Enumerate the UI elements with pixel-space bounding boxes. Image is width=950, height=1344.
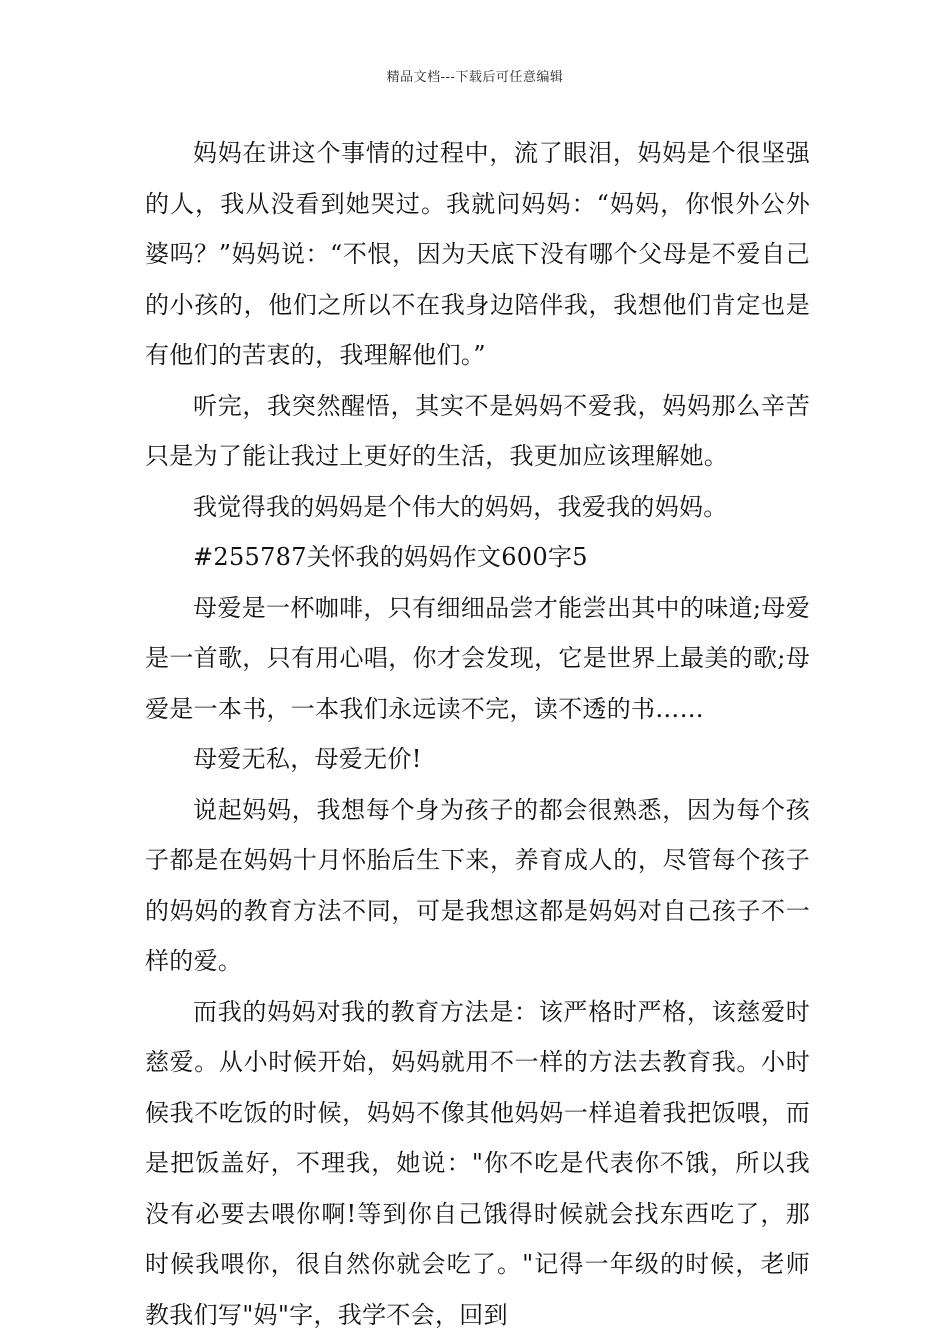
paragraph-6: 说起妈妈，我想每个身为孩子的都会很熟悉，因为每个孩子都是在妈妈十月怀胎后生下来，养育成人的，尽管每个孩子的妈妈的教育方法不同，可是我想这都是妈妈对自己孩子不一样的爱。 [145,795,810,975]
page-header: 精品文档---下载后可任意编辑 [386,70,564,85]
essay-title: #255787关怀我的妈妈作文600字5 [193,543,588,571]
paragraph-2: 听完，我突然醒悟，其实不是妈妈不爱我，妈妈那么辛苦只是为了能让我过上更好的生活，我更加应该理解她。 [145,391,810,470]
paragraph-1: 妈妈在讲这个事情的过程中，流了眼泪，妈妈是个很坚强的人，我从没看到她哭过。我就问妈妈：“妈妈，你恨外公外婆吗？”妈妈说：“不恨，因为天底下没有哪个父母是不爱自己的小孩的，他们之所以不在我身边陪伴我，我想他们肯定也是有他们的苦衷的，我理解他们。” [145,139,810,369]
paragraph-5: 母爱无私，母爱无价! [193,745,422,773]
paragraph-3: 我觉得我的妈妈是个伟大的妈妈，我爱我的妈妈。 [193,492,728,521]
paragraph-7: 而我的妈妈对我的教育方法是：该严格时严格，该慈爱时慈爱。从小时候开始，妈妈就用不一样的方法去教育我。小时候我不吃饭的时候，妈妈不像其他妈妈一样追着我把饭喂，而是把饭盖好，不理我，她说："你不吃是代表你不饿，所以我没有必要去喂你啊!等到你自己饿得时候就会找东西吃了，那时候我喂你，很自然你就会吃了。"记得一年级的时候，老师教我们写"妈"字，我学不会，回到 [145,997,810,1329]
document-body [145,128,810,1340]
paragraph-4: 母爱是一杯咖啡，只有细细品尝才能尝出其中的味道;母爱是一首歌，只有用心唱，你才会发现，它是世界上最美的歌;母爱是一本书，一本我们永远读不完，读不透的书…… [145,593,810,723]
